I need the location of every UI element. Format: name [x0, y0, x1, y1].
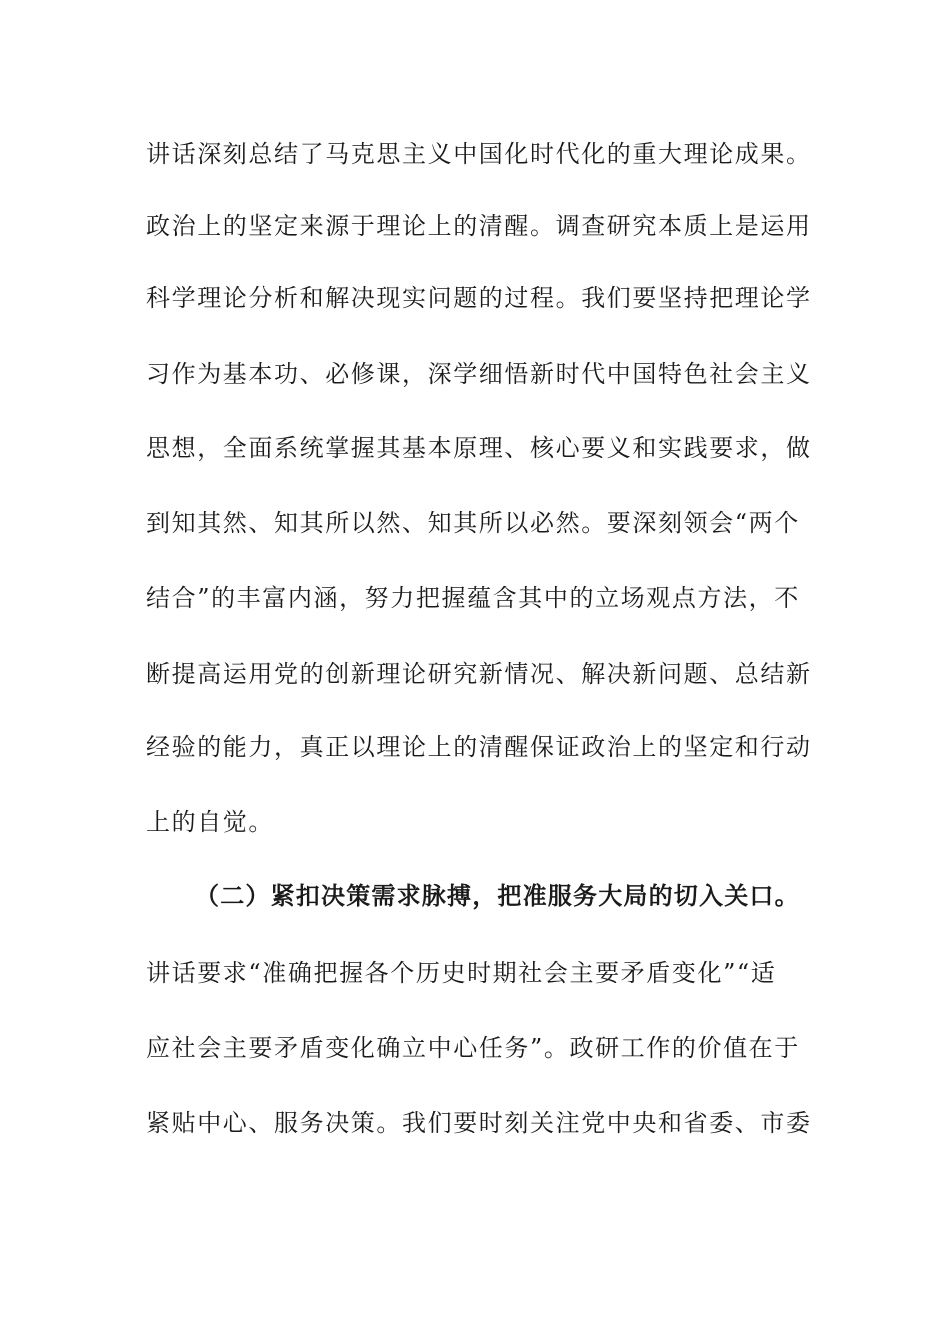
body-line-12: 应社会主要矛盾变化确立中心任务”。政研工作的价值在于 — [146, 1034, 800, 1062]
body-line-7: 结合”的丰富内涵，努力把握蕴含其中的立场观点方法，不 — [146, 584, 800, 612]
body-line-4: 习作为基本功、必修课，深学细悟新时代中国特色社会主义 — [146, 360, 812, 388]
body-line-9: 经验的能力，真正以理论上的清醒保证政治上的坚定和行动 — [146, 733, 812, 761]
body-line-3: 科学理论分析和解决现实问题的过程。我们要坚持把理论学 — [146, 284, 812, 312]
body-line-13: 紧贴中心、服务决策。我们要时刻关注党中央和省委、市委 — [146, 1109, 812, 1137]
body-line-2: 政治上的坚定来源于理论上的清醒。调查研究本质上是运用 — [146, 212, 812, 240]
body-line-10: 上的自觉。 — [146, 808, 274, 836]
body-line-5: 思想，全面系统掌握其基本原理、核心要义和实践要求，做 — [146, 434, 812, 462]
body-line-8: 断提高运用党的创新理论研究新情况、解决新问题、总结新 — [146, 660, 812, 688]
body-line-1: 讲话深刻总结了马克思主义中国化时代化的重大理论成果。 — [146, 140, 812, 168]
body-line-6: 到知其然、知其所以然、知其所以必然。要深刻领会“两个 — [146, 509, 800, 537]
section-heading: （二）紧扣决策需求脉搏，把准服务大局的切入关口。 — [195, 881, 800, 910]
body-line-11: 讲话要求“准确把握各个历史时期社会主要矛盾变化”“适 — [146, 959, 777, 987]
